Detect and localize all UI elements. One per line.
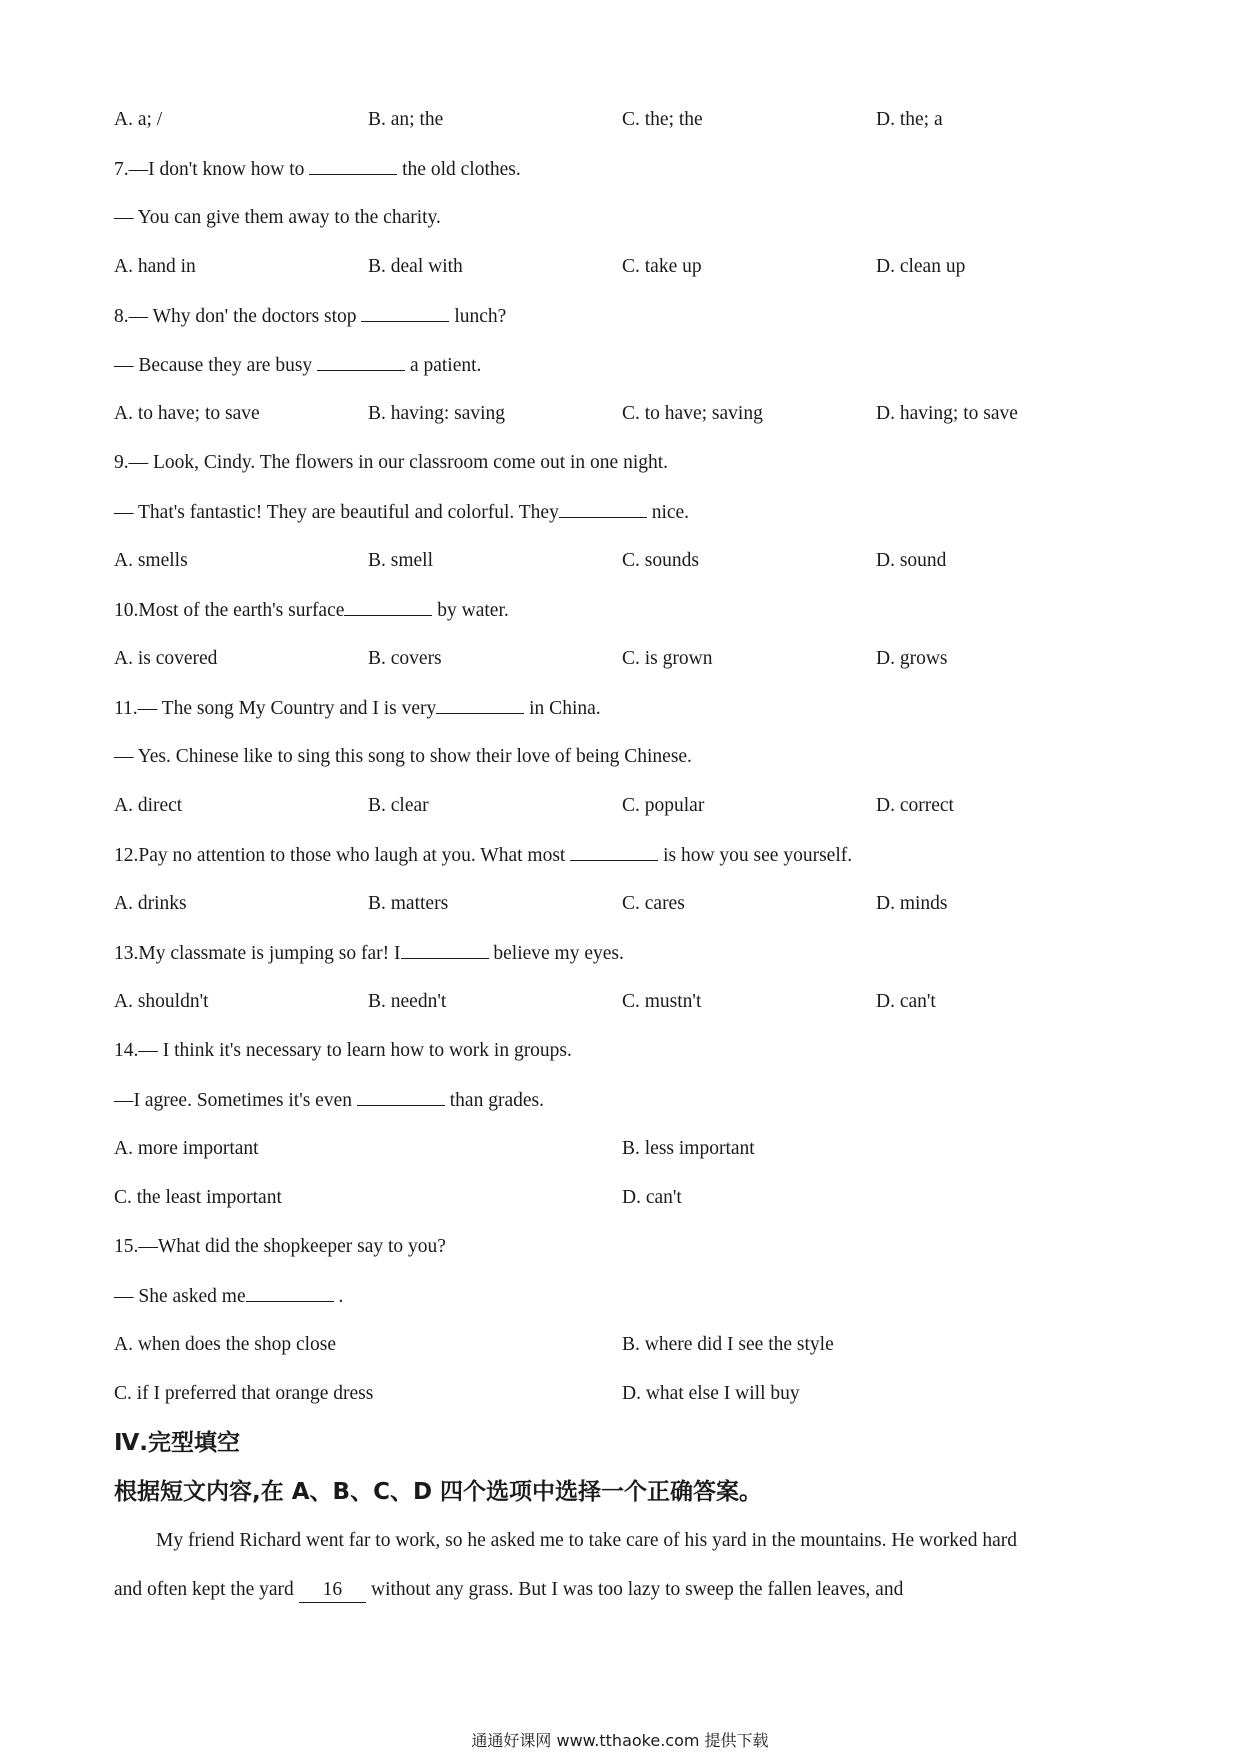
- question-text: lunch?: [454, 306, 507, 327]
- answer-blank: [361, 301, 449, 322]
- question-line: [114, 1281, 343, 1311]
- option-a: A. a; /: [114, 109, 163, 130]
- passage-text: without any grass. But I was too lazy to sweep the fallen leaves, and: [366, 1579, 904, 1600]
- option-a: A. more important: [114, 1138, 259, 1159]
- option-c: C. is grown: [622, 648, 713, 669]
- passage-text: and often kept the yard: [114, 1579, 299, 1600]
- question-text: is how you see yourself.: [663, 845, 853, 866]
- section-title: Ⅳ.完型填空: [114, 1430, 241, 1456]
- option-a: A. hand in: [114, 256, 196, 277]
- option-d: D. the; a: [876, 109, 943, 130]
- question-text: 14.— I think it's necessary to learn how to work in groups.: [114, 1040, 572, 1061]
- question-text: — That's fantastic! They are beautiful and colorful. They: [114, 502, 559, 523]
- option-b: B. matters: [368, 893, 449, 914]
- option-c: C. mustn't: [622, 991, 702, 1012]
- option-a: A. drinks: [114, 893, 187, 914]
- answer-blank: [401, 938, 489, 959]
- option-a: A. smells: [114, 550, 188, 571]
- option-c: C. sounds: [622, 550, 699, 571]
- option-d: D. can't: [876, 991, 936, 1012]
- option-a: A. to have; to save: [114, 403, 260, 424]
- option-b: B. an; the: [368, 109, 444, 130]
- question-text: — Yes. Chinese like to sing this song to show their love of being Chinese.: [114, 746, 692, 767]
- option-b: B. less important: [622, 1138, 755, 1159]
- question-text: the old clothes.: [402, 159, 521, 180]
- answer-blank: [436, 693, 524, 714]
- question-line: [114, 203, 441, 233]
- option-d: D. minds: [876, 893, 948, 914]
- question-line: [114, 154, 521, 184]
- question-text: a patient.: [409, 355, 482, 376]
- question-line: [114, 742, 692, 772]
- option-b: B. smell: [368, 550, 434, 571]
- question-text: — She asked me: [114, 1286, 246, 1307]
- option-c: C. the least important: [114, 1187, 282, 1208]
- question-text: than grades.: [449, 1090, 544, 1111]
- question-line: [114, 938, 624, 968]
- option-d: D. sound: [876, 550, 947, 571]
- option-d: D. clean up: [876, 256, 966, 277]
- passage-line-1: My friend Richard went far to work, so he asked me to take care of his yard in the mountains. He worked hard: [156, 1530, 1017, 1551]
- question-text: by water.: [437, 600, 509, 621]
- option-b: B. covers: [368, 648, 442, 669]
- option-a: A. shouldn't: [114, 991, 209, 1012]
- question-line: [114, 1232, 446, 1262]
- option-a: A. is covered: [114, 648, 218, 669]
- option-c: C. to have; saving: [622, 403, 763, 424]
- question-text: believe my eyes.: [493, 943, 624, 964]
- answer-blank: [246, 1281, 334, 1302]
- option-d: D. having; to save: [876, 403, 1018, 424]
- answer-blank: [309, 154, 397, 175]
- option-c: C. if I preferred that orange dress: [114, 1383, 374, 1404]
- option-c: C. the; the: [622, 109, 703, 130]
- answer-blank: [559, 497, 647, 518]
- answer-blank: [570, 840, 658, 861]
- question-text: 13.My classmate is jumping so far! I: [114, 943, 401, 964]
- passage-blank-16: 16: [299, 1578, 367, 1603]
- option-b: B. where did I see the style: [622, 1334, 834, 1355]
- question-line: [114, 448, 668, 478]
- question-text: 7.—I don't know how to: [114, 159, 310, 180]
- question-line: [114, 1036, 572, 1066]
- question-text: nice.: [651, 502, 690, 523]
- question-text: 9.— Look, Cindy. The flowers in our classroom come out in one night.: [114, 452, 669, 473]
- option-d: D. correct: [876, 795, 954, 816]
- footer-text: 通通好课网 www.tthaoke.com 提供下载: [471, 1731, 769, 1750]
- option-d: D. can't: [622, 1187, 682, 1208]
- option-c: C. cares: [622, 893, 685, 914]
- option-a: A. when does the shop close: [114, 1334, 337, 1355]
- question-line: [114, 595, 509, 625]
- question-text: 15.—What did the shopkeeper say to you?: [114, 1236, 446, 1257]
- question-text: 10.Most of the earth's surface: [114, 600, 345, 621]
- question-text: in China.: [529, 698, 601, 719]
- question-text: 12.Pay no attention to those who laugh at you. What most: [114, 845, 571, 866]
- section-instruction: 根据短文内容,在 A、B、C、D 四个选项中选择一个正确答案。: [114, 1479, 763, 1505]
- question-text: — You can give them away to the charity.: [114, 207, 441, 228]
- option-d: D. grows: [876, 648, 948, 669]
- option-b: B. having: saving: [368, 403, 506, 424]
- option-d: D. what else I will buy: [622, 1383, 800, 1404]
- option-a: A. direct: [114, 795, 183, 816]
- option-b: B. clear: [368, 795, 429, 816]
- question-line: [114, 350, 481, 380]
- option-c: C. take up: [622, 256, 702, 277]
- question-line: [114, 693, 601, 723]
- question-text: — Because they are busy: [114, 355, 318, 376]
- question-line: [114, 301, 506, 331]
- question-line: [114, 840, 852, 870]
- question-text: 11.— The song My Country and I is very: [114, 698, 437, 719]
- passage-line-2: [114, 1575, 903, 1605]
- answer-blank: [357, 1085, 445, 1106]
- answer-blank: [344, 595, 432, 616]
- option-c: C. popular: [622, 795, 705, 816]
- option-b: B. needn't: [368, 991, 447, 1012]
- question-line: [114, 1085, 544, 1115]
- answer-blank: [317, 350, 405, 371]
- question-text: 8.— Why don' the doctors stop: [114, 306, 362, 327]
- question-line: [114, 497, 689, 527]
- option-b: B. deal with: [368, 256, 463, 277]
- question-text: .: [338, 1286, 344, 1307]
- question-text: —I agree. Sometimes it's even: [114, 1090, 357, 1111]
